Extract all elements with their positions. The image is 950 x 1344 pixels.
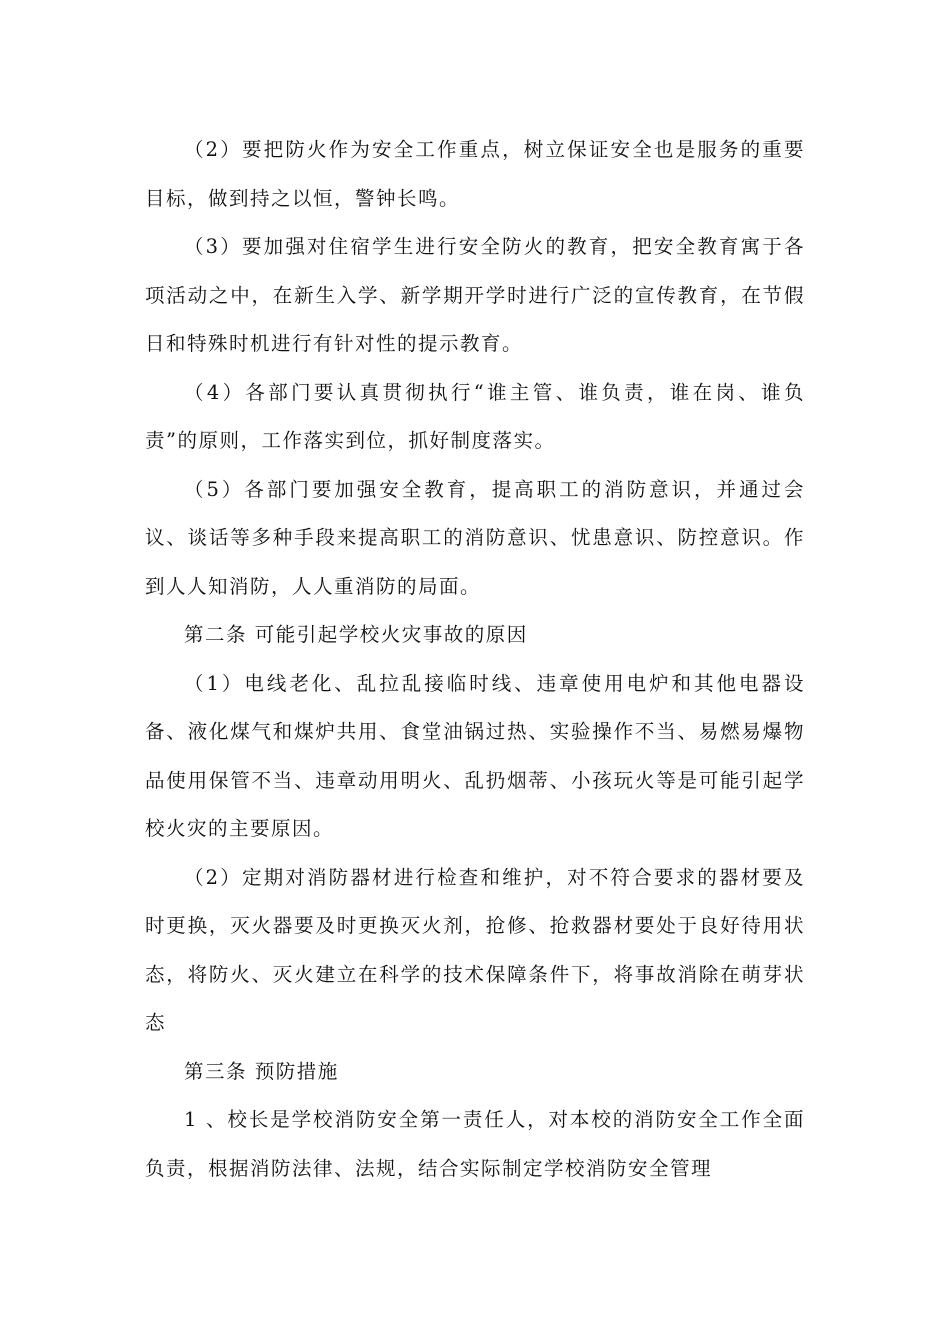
document-page <box>145 126 805 1193</box>
paragraph-item-2: （2）要把防火作为安全工作重点，树立保证安全也是服务的重要目标，做到持之以恒，警钟长鸣。 <box>145 138 805 210</box>
fire-cause-paragraph-1: （1）电线老化、乱拉乱接临时线、违章使用电炉和其他电器设备、液化煤气和煤炉共用、食堂油锅过热、实验操作不当、易燃易爆物品使用保管不当、违章动用明火、乱扔烟蒂、小孩玩火等是可能引起学校火灾的主要原因。 <box>145 671 805 840</box>
prevention-paragraph-1: 1 、校长是学校消防安全第一责任人，对本校的消防安全工作全面负责，根据消防法律、法规，结合实际制定学校消防安全管理 <box>145 1108 805 1180</box>
paragraph-item-4: （4）各部门要认真贯彻执行“谁主管、谁负责，谁在岗、谁负责”的原则，工作落实到位，抓好制度落实。 <box>145 380 805 452</box>
section-heading-article-2: 第二条 可能引起学校火灾事故的原因 <box>184 623 528 646</box>
paragraph-item-3: （3）要加强对住宿学生进行安全防火的教育，把安全教育寓于各项活动之中，在新生入学、新学期开学时进行广泛的宣传教育，在节假日和特殊时机进行有针对性的提示教育。 <box>145 235 805 355</box>
fire-cause-paragraph-2: （2）定期对消防器材进行检查和维护，对不符合要求的器材要及时更换，灭火器要及时更换灭火剂，抢修、抢救器材要处于良好待用状态，将防火、灭火建立在科学的技术保障条件下，将事故消除在萌芽状态 <box>145 865 805 1034</box>
paragraph-item-5: （5）各部门要加强安全教育，提高职工的消防意识，并通过会议、谈话等多种手段来提高职工的消防意识、忧患意识、防控意识。作到人人知消防，人人重消防的局面。 <box>145 477 805 598</box>
section-heading-article-3: 第三条 预防措施 <box>184 1059 339 1083</box>
